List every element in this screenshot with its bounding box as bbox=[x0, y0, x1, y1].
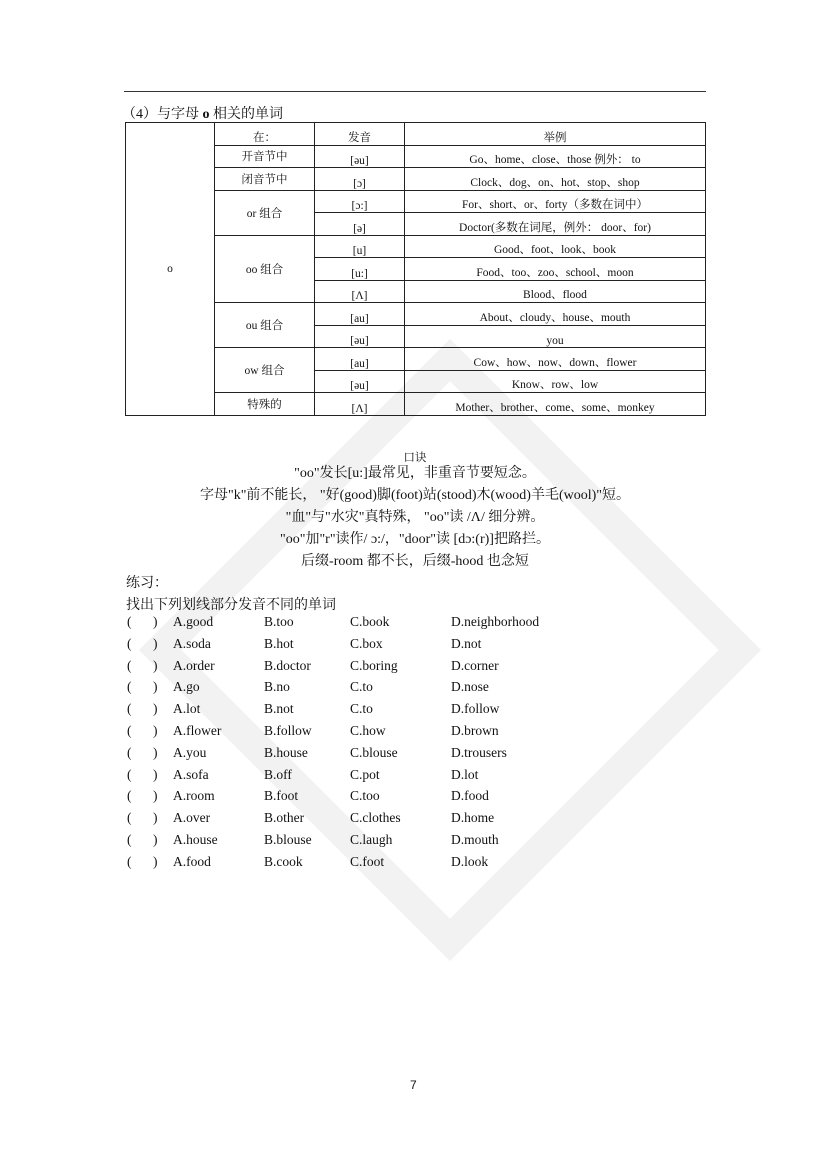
answer-blank-close: ) bbox=[153, 853, 158, 869]
examples-cell: Mother、brother、come、some、monkey bbox=[405, 393, 706, 416]
position-cell: 闭音节中 bbox=[215, 168, 315, 191]
examples-cell: Doctor(多数在词尾，例外： door、for) bbox=[405, 213, 706, 236]
option-d: D.not bbox=[451, 635, 482, 651]
answer-blank-open: ( bbox=[127, 657, 132, 673]
answer-blank-close: ) bbox=[153, 701, 158, 717]
option-c: C.boring bbox=[350, 657, 398, 673]
exercise-title: 练习： bbox=[126, 576, 168, 591]
option-c: C.pot bbox=[350, 766, 380, 782]
ipa-cell: [au] bbox=[315, 348, 405, 371]
option-b: B.foot bbox=[264, 788, 299, 804]
ipa-cell: [u:] bbox=[315, 258, 405, 281]
option-d: D.trousers bbox=[451, 744, 507, 760]
option-d: D.brown bbox=[451, 723, 499, 738]
option-b: B.follow bbox=[264, 723, 312, 738]
option-c: C.foot bbox=[350, 853, 385, 869]
pronunciation-table bbox=[125, 122, 706, 416]
answer-blank-close: ) bbox=[153, 766, 158, 782]
ipa-cell: [ɔ:] bbox=[315, 190, 405, 213]
answer-blank-open: ( bbox=[127, 723, 132, 738]
rhyme-line: "oo"加"r"读作/ ɔ:/，"door"读 [dɔ:(r)]把路拦。 bbox=[280, 532, 550, 547]
answer-blank-open: ( bbox=[127, 810, 132, 826]
option-a: A.go bbox=[173, 679, 200, 695]
ipa-cell: [ə] bbox=[315, 213, 405, 236]
option-d: D.neighborhood bbox=[451, 614, 540, 629]
rhyme-line: 字母"k"前不能长， "好(good)脚(foot)站(stood)木(wood)羊毛(wool)"短。 bbox=[200, 488, 630, 503]
answer-blank-open: ( bbox=[127, 788, 132, 804]
option-c: C.to bbox=[350, 701, 373, 717]
table-header: 举例 bbox=[405, 123, 706, 146]
heading-suffix: 相关的单词 bbox=[213, 107, 283, 122]
option-a: A.sofa bbox=[173, 766, 209, 782]
option-d: D.look bbox=[451, 853, 489, 869]
page-number: 7 bbox=[410, 1078, 417, 1092]
answer-blank-open: ( bbox=[127, 635, 132, 651]
answer-blank-close: ) bbox=[153, 788, 158, 804]
option-a: A.over bbox=[173, 810, 211, 826]
ipa-cell: [Λ] bbox=[315, 280, 405, 303]
answer-blank-close: ) bbox=[153, 723, 158, 738]
exercise-instruction: 找出下列划线部分发音不同的单词 bbox=[126, 598, 336, 613]
ipa-cell: [əu] bbox=[315, 325, 405, 348]
answer-blank-close: ) bbox=[153, 614, 158, 629]
ipa-cell: [əu] bbox=[315, 145, 405, 168]
option-d: D.food bbox=[451, 788, 489, 804]
position-cell: 开音节中 bbox=[215, 145, 315, 168]
examples-cell: Know、row、low bbox=[405, 370, 706, 393]
ipa-cell: [Λ] bbox=[315, 393, 405, 416]
option-b: B.off bbox=[264, 766, 292, 782]
option-b: B.other bbox=[264, 810, 305, 826]
option-c: C.to bbox=[350, 679, 373, 695]
option-d: D.follow bbox=[451, 701, 500, 717]
option-d: D.lot bbox=[451, 766, 479, 782]
examples-cell: Cow、how、now、down、flower bbox=[405, 348, 706, 371]
option-a: A.food bbox=[173, 853, 211, 869]
answer-blank-close: ) bbox=[153, 635, 158, 651]
watermark bbox=[139, 339, 761, 961]
answer-blank-close: ) bbox=[153, 657, 158, 673]
option-d: D.mouth bbox=[451, 832, 499, 847]
answer-blank-open: ( bbox=[127, 766, 132, 782]
answer-blank-open: ( bbox=[127, 744, 132, 760]
option-b: B.house bbox=[264, 744, 308, 760]
answer-blank-close: ) bbox=[153, 679, 158, 695]
header-rule bbox=[124, 91, 706, 92]
position-cell: ow 组合 bbox=[215, 348, 315, 393]
examples-cell: Good、foot、look、book bbox=[405, 235, 706, 258]
position-cell: oo 组合 bbox=[215, 235, 315, 303]
ipa-cell: [ɔ] bbox=[315, 168, 405, 191]
option-b: B.blouse bbox=[264, 832, 312, 847]
option-c: C.box bbox=[350, 635, 383, 651]
option-c: C.how bbox=[350, 723, 386, 738]
ipa-cell: [au] bbox=[315, 303, 405, 326]
answer-blank-open: ( bbox=[127, 701, 132, 717]
examples-cell: About、cloudy、house、mouth bbox=[405, 303, 706, 326]
examples-cell: Clock、dog、on、hot、stop、shop bbox=[405, 168, 706, 191]
position-cell: or 组合 bbox=[215, 190, 315, 235]
option-d: D.nose bbox=[451, 679, 489, 695]
answer-blank-open: ( bbox=[127, 679, 132, 695]
answer-blank-close: ) bbox=[153, 832, 158, 847]
ipa-cell: [u] bbox=[315, 235, 405, 258]
option-d: D.corner bbox=[451, 657, 499, 673]
rhyme-line: "血"与"水灾"真特殊， "oo"读 /Λ/ 细分辨。 bbox=[285, 510, 545, 525]
option-b: B.too bbox=[264, 614, 294, 629]
option-c: C.clothes bbox=[350, 810, 401, 826]
rhyme-title: 口诀 bbox=[403, 452, 427, 464]
option-c: C.blouse bbox=[350, 744, 398, 760]
answer-blank-close: ) bbox=[153, 744, 158, 760]
heading-letter: o bbox=[202, 107, 210, 122]
option-c: C.laugh bbox=[350, 832, 393, 847]
rhyme-line: "oo"发长[u:]最常见，非重音节要短念。 bbox=[294, 466, 536, 481]
table-header: 在： bbox=[215, 123, 315, 146]
option-a: A.flower bbox=[173, 723, 222, 738]
option-a: A.order bbox=[173, 657, 215, 673]
answer-blank-open: ( bbox=[127, 614, 132, 629]
option-a: A.room bbox=[173, 788, 215, 804]
answer-blank-open: ( bbox=[127, 832, 132, 847]
option-a: A.soda bbox=[173, 635, 211, 651]
option-b: B.hot bbox=[264, 635, 294, 651]
option-b: B.cook bbox=[264, 853, 303, 869]
position-cell: ou 组合 bbox=[215, 303, 315, 348]
answer-blank-open: ( bbox=[127, 853, 132, 869]
rhyme-line: 后缀-room 都不长，后缀-hood 也念短 bbox=[301, 554, 529, 569]
examples-cell: Blood、flood bbox=[405, 280, 706, 303]
position-cell: 特殊的 bbox=[215, 393, 315, 416]
heading-prefix: （4）与字母 bbox=[122, 107, 199, 122]
examples-cell: Go、home、close、those 例外： to bbox=[405, 145, 706, 168]
option-c: C.too bbox=[350, 788, 380, 804]
option-a: A.good bbox=[173, 614, 214, 629]
table-header: 发音 bbox=[315, 123, 405, 146]
option-a: A.lot bbox=[173, 701, 201, 717]
option-a: A.house bbox=[173, 832, 218, 847]
option-b: B.no bbox=[264, 679, 290, 695]
examples-cell: you bbox=[405, 325, 706, 348]
examples-cell: Food、too、zoo、school、moon bbox=[405, 258, 706, 281]
option-d: D.home bbox=[451, 810, 495, 826]
option-b: B.not bbox=[264, 701, 294, 717]
section-heading bbox=[122, 103, 283, 123]
answer-blank-close: ) bbox=[153, 810, 158, 826]
option-b: B.doctor bbox=[264, 657, 311, 673]
examples-cell: For、short、or、forty（多数在词中） bbox=[405, 190, 706, 213]
letter-cell: o bbox=[126, 123, 215, 416]
option-a: A.you bbox=[173, 744, 207, 760]
ipa-cell: [əu] bbox=[315, 370, 405, 393]
option-c: C.book bbox=[350, 614, 390, 629]
